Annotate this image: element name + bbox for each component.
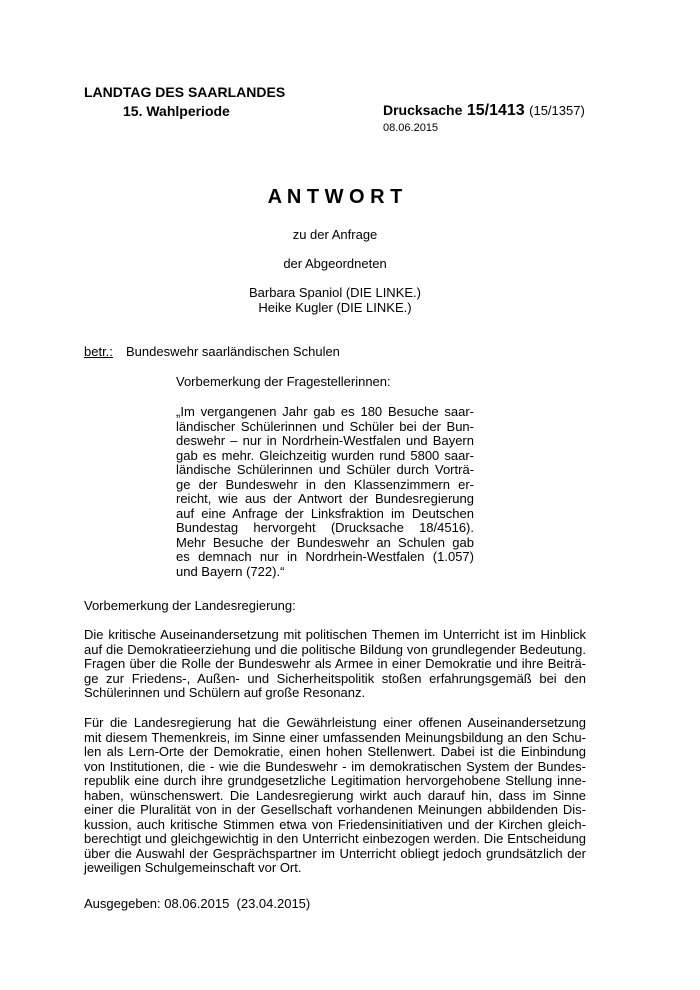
prelim-government-heading: Vorbemerkung der Landesregierung:: [84, 598, 296, 613]
paragraph-line: von Institutionen, die - wie die Bundeswehr - im demokratischen System der Bundes-: [84, 758, 586, 774]
quote-line: Mehr Besuche der Bundeswehr an Schulen gab: [176, 534, 474, 550]
paragraph-line: Die kritische Auseinandersetzung mit politischen Themen im Unterricht ist im Hinblick: [84, 627, 586, 642]
quote-line: „Im vergangenen Jahr gab es 180 Besuche saar-: [176, 404, 474, 419]
paragraph-line: berechtigt und gleichgewichtig in den Unterricht einbezogen werden. Die Entscheidung: [84, 831, 586, 846]
member-1: Barbara Spaniol (DIE LINKE.): [249, 285, 421, 300]
paragraph-line: mit diesem Themenkreis, im Sinne einer umfassenden Meinungsbildung an den Schu-: [84, 729, 586, 745]
quote-line: gab es mehr. Gleichzeitig wurden rund 5800 saar-: [176, 447, 474, 463]
paragraph-line: auf die Demokratieerziehung und die politische Bildung von grundlegender Bedeutung.: [84, 641, 586, 657]
paragraph-line: haben, wünschenswert. Die Landesregierung wirkt auch darauf hin, dass im Sinne: [84, 787, 586, 803]
quote-line: ländische Schülerinnen und Schüler durch Vorträ-: [176, 462, 474, 477]
paragraph-line: einer die Pluralität von in der Gesellschaft vorhandenen Meinungen abbildenden Dis-: [84, 802, 586, 817]
paragraph-line: kussion, auch kritische Stimmen etwa von Friedensinitiativen und der Kirchen gleich-: [84, 816, 586, 832]
paragraph-line: ge zur Friedens-, Außen- und Sicherheitspolitik stoßen erfahrungsgemäß bei den: [84, 670, 586, 686]
quote-line: es demnach nur in Nordrhein-Westfalen (1.057): [176, 549, 474, 564]
paragraph-line: über die Auswahl der Gesprächspartner im Unterricht obliegt jedoch grundsätzlich der: [84, 845, 586, 861]
drucksache-line: [383, 102, 585, 120]
quote-line: Bundestag hervorgeht (Drucksache 18/4516).: [176, 520, 474, 535]
title-line-request: zu der Anfrage: [292, 227, 378, 242]
subject-label: betr.:: [84, 344, 113, 359]
prelim-questioners-quote: [176, 405, 474, 579]
prelim-government-paragraph-2: [84, 716, 586, 876]
quote-line: und Bayern (722).“: [176, 563, 285, 579]
drucksache-reference: (15/1357): [529, 103, 585, 118]
drucksache-label: Drucksache: [383, 102, 463, 118]
member-2: Heike Kugler (DIE LINKE.): [258, 300, 412, 315]
paragraph-line: Fragen über die Rolle der Bundeswehr als Armee in einer Demokratie und ihre Beiträ-: [84, 656, 586, 671]
quote-line: deswehr – nur in Nordrhein-Westfalen und Bayern: [176, 433, 474, 448]
document-title: A N T W O R T: [267, 186, 403, 208]
title-line-members: der Abgeordneten: [283, 256, 387, 271]
paragraph-line: Schülerinnen und Schülern auf große Resonanz.: [84, 685, 366, 700]
paragraph-line: len als Lern-Orte der Demokratie, einen hohen Stellenwert. Dabei ist die Einbindung: [84, 744, 586, 759]
quote-line: ländischer Schülerinnen und Schüler bei der Bun-: [176, 418, 474, 434]
paragraph-line: Für die Landesregierung hat die Gewährleistung einer offenen Auseinandersetzung: [84, 715, 586, 730]
subject-text: Bundeswehr saarländischen Schulen: [126, 344, 340, 359]
paragraph-line: republik eine durch ihre grundgesetzliche Legitimation hervorgehobene Stellung inne-: [84, 773, 586, 788]
prelim-questioners-heading: Vorbemerkung der Fragestellerinnen:: [176, 374, 391, 389]
quote-line: ge der Bundeswehr in den Klassenzimmern er-: [176, 476, 474, 492]
election-period: 15. Wahlperiode: [123, 103, 230, 119]
quote-line: reicht, wie aus der Antwort der Bundesregierung: [176, 491, 474, 506]
drucksache-number: 15/1413: [466, 102, 525, 119]
document-date: 08.06.2015: [383, 122, 439, 134]
paragraph-line: jeweiligen Schulgemeinschaft vor Ort.: [84, 860, 302, 875]
quote-line: auf eine Anfrage der Linksfraktion im Deutschen: [176, 505, 474, 521]
issued-date: Ausgegeben: 08.06.2015 (23.04.2015): [84, 896, 311, 911]
prelim-government-paragraph-1: [84, 628, 586, 701]
parliament-name: LANDTAG DES SAARLANDES: [84, 84, 286, 100]
